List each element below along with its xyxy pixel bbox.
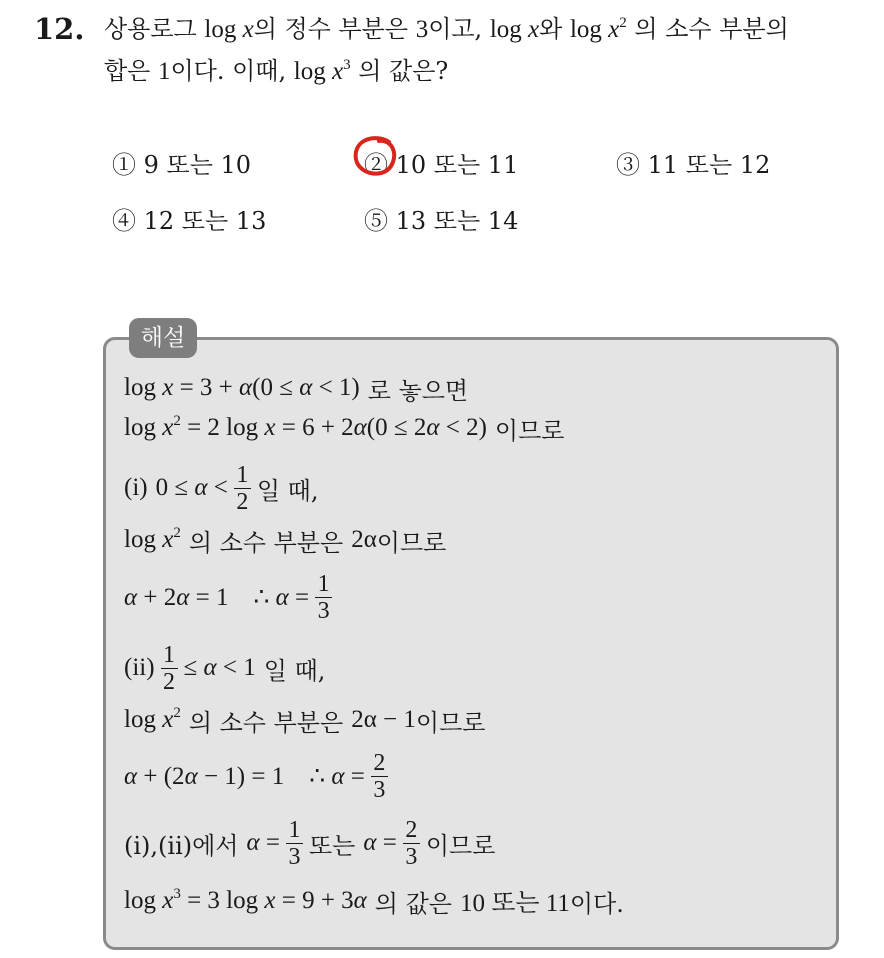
fraction-two-thirds-2: $\frac{2}{3}$ <box>403 818 420 869</box>
fraction-one-third: $\frac{1}{3}$ <box>315 572 332 623</box>
solution-line-10: $\log x^3 = 3$ log x = 9 + 3α 의 값은 10 또는 11 이다. <box>124 886 624 918</box>
solution-line-8: α + (2α − 1) = 1 ∴ α = $\frac{2}{3}$ <box>124 753 394 799</box>
question-number: 12. <box>34 12 85 46</box>
solution-line-5: α + 2α = 1 ∴ α = $\frac{1}{3}$ <box>124 574 338 620</box>
question-line-1: 상용로그 log x의 정수 부분은 3이고, log x와 $\log x^2$ 의 소수 부분의 <box>104 15 789 43</box>
solution-line-1: log x = 3 + α(0 ≤ α < 1) 로 놓으면 <box>124 374 469 405</box>
choice-5[interactable]: ⑤ 13 또는 14 <box>364 207 519 235</box>
question-line-2: 합은 1이다. 이때, $\log x^3$ 의 값은? <box>104 57 449 85</box>
fraction-one-half-2: $\frac{1}{2}$ <box>161 643 178 694</box>
solution-line-4: $\log x^2$ 의 소수 부분은 2α 이므로 <box>124 525 447 557</box>
solution-line-7: $\log x^2$ 의 소수 부분은 2α − 1 이므로 <box>124 705 486 737</box>
choice-4[interactable]: ④ 12 또는 13 <box>112 207 267 235</box>
fraction-one-half: $\frac{1}{2}$ <box>234 463 251 514</box>
fraction-two-thirds: $\frac{2}{3}$ <box>371 751 388 802</box>
solution-line-6: (ii) $\frac{1}{2}$ ≤ α < 1 일 때, <box>124 641 326 695</box>
solution-line-3: (i) 0 ≤ α < $\frac{1}{2}$ 일 때, <box>124 461 319 515</box>
solution-tag: 해설 <box>129 318 197 358</box>
choice-1[interactable]: ① 9 또는 10 <box>112 151 252 179</box>
solution-line-2: $\log x^2 = 2$ log x = 6 + 2α(0 ≤ 2α < 2) 이므로 <box>124 413 565 445</box>
solution-line-9: (i),(ii)에서 α = $\frac{1}{3}$ 또는 α = $\frac{2}{3}$ 이므로 <box>124 816 496 870</box>
choice-2[interactable]: ② 10 또는 11 <box>364 151 519 179</box>
fraction-one-third-2: $\frac{1}{3}$ <box>286 818 303 869</box>
choice-3[interactable]: ③ 11 또는 12 <box>616 151 771 179</box>
answer-circle-mark <box>349 134 401 180</box>
